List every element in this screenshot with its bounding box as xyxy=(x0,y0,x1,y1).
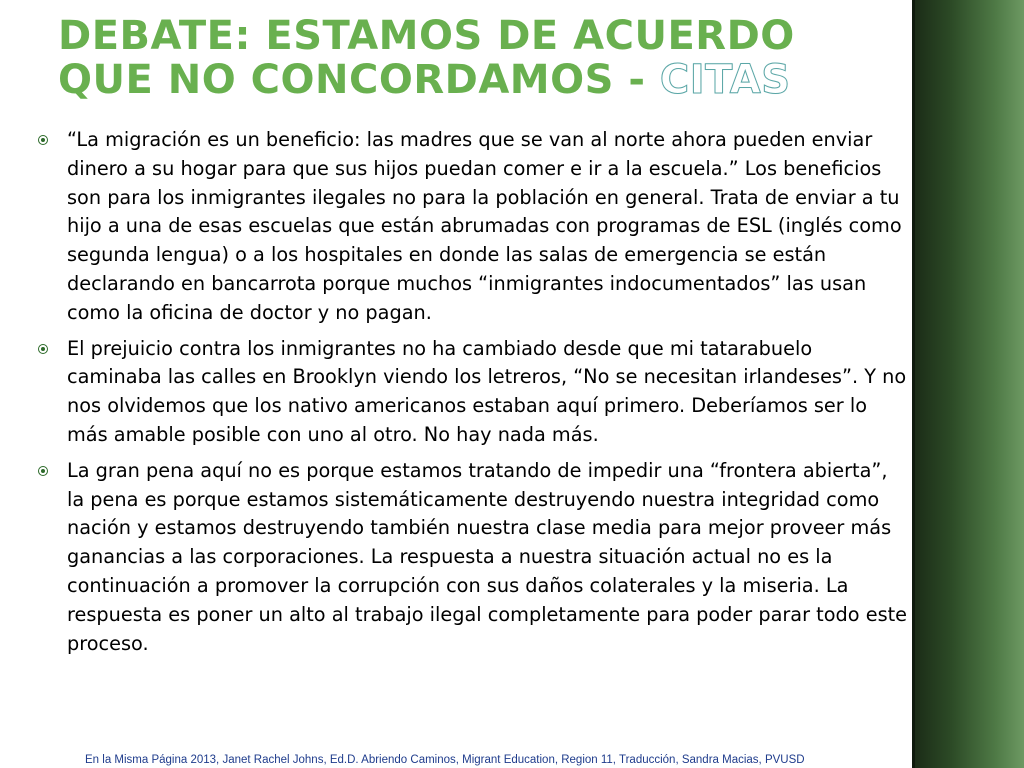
bullet-text: El prejuicio contra los inmigrantes no ha cambiado desde que mi tatarabuelo caminaba las calles en Brooklyn viendo los letreros, “No se necesitan irlandeses”. Y no nos olvidemos que los nativo americanos estaban aquí primero. Deberíamos ser lo más amable posible con uno al otro. No hay nada más. xyxy=(67,336,907,446)
circle-bullet-icon xyxy=(38,344,48,354)
bullet-item xyxy=(36,126,908,328)
footer-citation: En la Misma Página 2013, Janet Rachel Johns, Ed.D. Abriendo Caminos, Migrant Education, Region 11, Traducción, Sandra Macias, PVUSD xyxy=(85,754,805,766)
bullet-item xyxy=(36,335,908,450)
slide-title xyxy=(58,14,898,102)
decorative-sidebar xyxy=(912,0,1024,768)
title-accent: CITAS xyxy=(659,57,791,103)
title-main: DEBATE: ESTAMOS DE ACUERDO QUE NO CONCORDAMOS - xyxy=(58,13,795,103)
sidebar-edge xyxy=(912,0,915,768)
bullet-list xyxy=(36,126,908,665)
bullet-text: “La migración es un beneficio: las madres que se van al norte ahora pueden enviar dinero a su hogar para que sus hijos puedan comer e ir a la escuela.” Los beneficios son para los inmigrantes ilegales no para la población en general. Trata de enviar a tu hijo a una de esas escuelas que están abrumadas con programas de ESL (inglés como segunda lengua) o a los hospitales en donde las salas de emergencia se están declarando en bancarrota porque muchos “inmigrantes indocumentados” las usan como la oficina de doctor y no pagan. xyxy=(67,128,902,324)
circle-bullet-icon xyxy=(38,135,48,145)
bullet-item xyxy=(36,457,908,659)
bullet-text: La gran pena aquí no es porque estamos tratando de impedir una “frontera abierta”, la pena es porque estamos sistemáticamente destruyendo nuestra integridad como nación y estamos destruyendo también nuestra clase media para mejor proveer más ganancias a las corporaciones. La respuesta a nuestra situación actual no es la continuación a promover la corrupción con sus daños colaterales y la miseria. La respuesta es poner un alto al trabajo ilegal completamente para poder parar todo este proceso. xyxy=(67,458,908,655)
circle-bullet-icon xyxy=(38,466,48,476)
